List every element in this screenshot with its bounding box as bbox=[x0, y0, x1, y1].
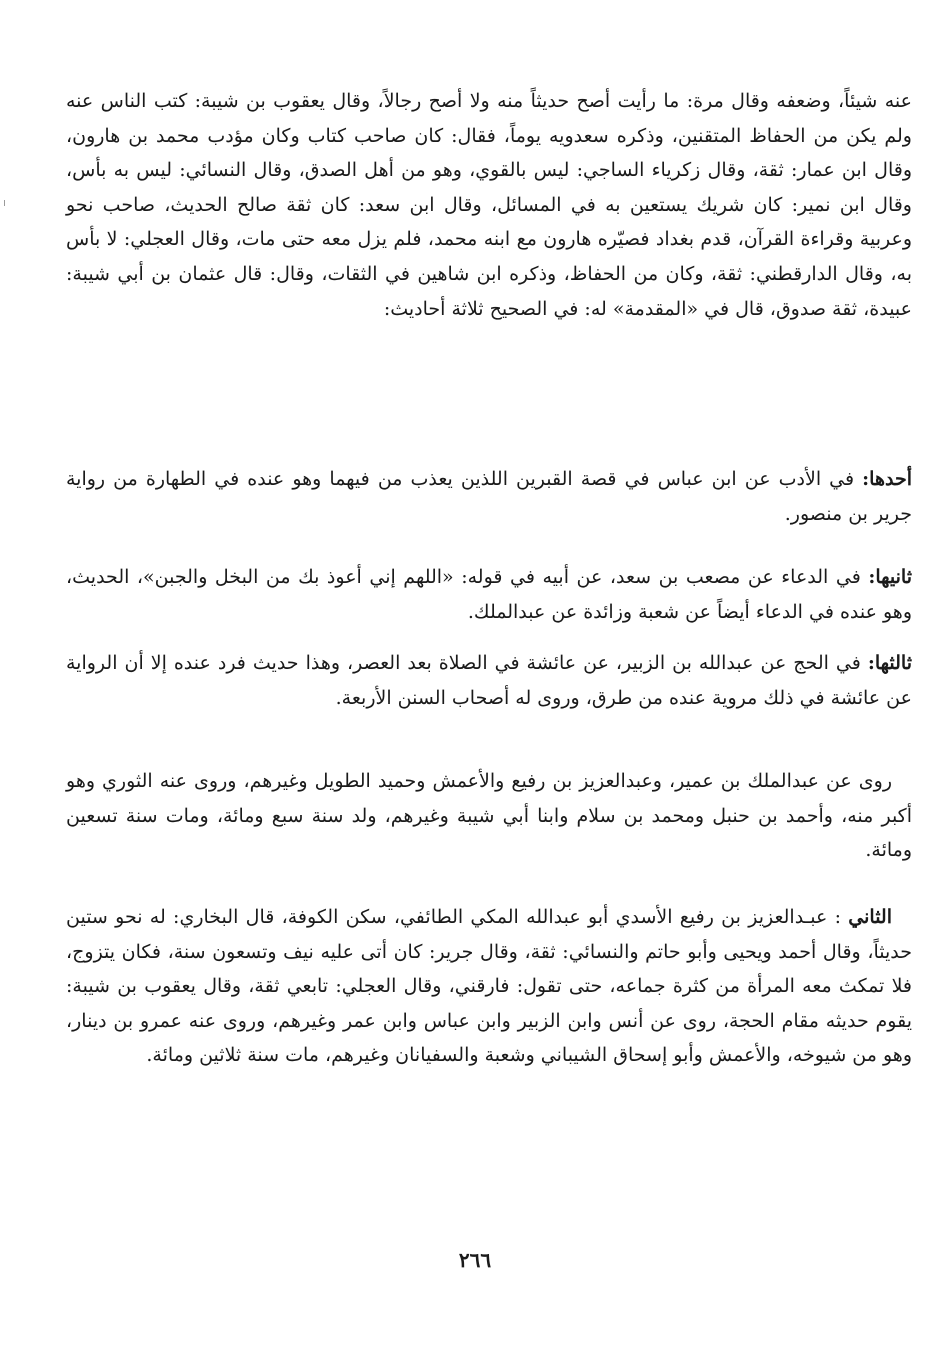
paragraph-text: روى عن عبدالملك بن عمير، وعبدالعزيز بن رفيع والأعمش وحميد الطويل وغيرهم، وروى عنه الثوري وهو أكبر منه، وأحمد بن حنبل ومحمد بن سلام وابنا أبي شيبة وغيرهم، ولد سنة سبع ومائة، ومات سنة تسعين ومائة. bbox=[66, 770, 912, 862]
paragraph-first-hadith bbox=[66, 462, 912, 531]
paragraph-third-hadith bbox=[66, 646, 912, 715]
paragraph-text: في الأدب عن ابن عباس في قصة القبرين اللذين يعذب من فيهما وهو عنده في الطهارة من رواية جرير بن منصور. bbox=[66, 468, 912, 525]
paragraph-lead-word: الثاني bbox=[848, 906, 892, 928]
paragraph-lead-word: ثالثها: bbox=[867, 652, 912, 674]
paragraph-lead-word: ثانيها: bbox=[868, 566, 912, 588]
paragraph-narrators bbox=[66, 764, 912, 868]
paragraph-ubaydah-assessments bbox=[66, 84, 912, 326]
page-number: ٢٦٦ bbox=[458, 1248, 492, 1272]
paragraph-text: في الدعاء عن مصعب بن سعد، عن أبيه في قوله: «اللهم إني أعوذ بك من البخل والجبن»، الحديث، وهو عنده في الدعاء أيضاً عن شعبة وزائدة عن عبدالملك. bbox=[66, 566, 912, 623]
scan-edge-mark bbox=[4, 200, 5, 206]
paragraph-text: : عبـدالعزيز بن رفيع الأسدي أبو عبدالله المكي الطائفي، سكن الكوفة، قال البخاري: له نحو ستين حديثاً، وقال أحمد ويحيى وأبو حاتم والنسائي: ثقة، وقال جرير: كان أتى عليه نيف وتسعون سنة، فكان يتزوج، فلا تمكث معه المرأة من كثرة جماعه، حتى تقول: فارقني، وقال العجلي: تابعي ثقة، وقال يعقوب بن شيبة: يقوم حديثه مقام الحجة، روى عن أنس وابن الزبير وابن عباس وابن عمر وغيرهم، وروى عنه عمرو بن دينار، وهو من شيوخه، والأعمش وأبو إسحاق الشيباني وشعبة والسفيانان وغيرهم، مات سنة ثلاثين ومائة. bbox=[66, 906, 912, 1067]
paragraph-lead-word: أحدها: bbox=[862, 468, 912, 490]
paragraph-second-hadith bbox=[66, 560, 912, 629]
paragraph-text: عنه شيئاً، وضعفه وقال مرة: ما رأيت أصح حديثاً منه ولا أصح رجالاً، وقال يعقوب بن شيبة: كتب الناس عنه ولم يكن من الحفاظ المتقنين، وذكره سعدويه يوماً، فقال: كان صاحب كتاب وكان مؤدب محمد بن هارون، وقال ابن عمار: ثقة، وقال زكرياء الساجي: ليس بالقوي، وهو من أهل الصدق، وقال النسائي: ليس به بأس، وقال ابن نمير: كان شريك يستعين به في المسائل، وقال ابن سعد: كان ثقة صالح الحديث، صاحب نحو وعربية وقراءة القرآن، قدم بغداد فصيّره هارون مع ابنه محمد، فلم يزل معه حتى مات، وقال العجلي: لا بأس به، وقال الدارقطني: ثقة، وكان من الحفاظ، وذكره ابن شاهين في الثقات، وقال: قال عثمان بن أبي شيبة: عبيدة، ثقة صدوق، قال في «المقدمة» له: في الصحيح ثلاثة أحاديث: bbox=[66, 90, 912, 320]
paragraph-second-narrator bbox=[66, 900, 912, 1073]
paragraph-text: في الحج عن عبدالله بن الزبير، عن عائشة في الصلاة بعد العصر، وهذا حديث فرد عنده إلا أن الرواية عن عائشة في ذلك مروية عنده من طرق، وروى له أصحاب السنن الأربعة. bbox=[66, 652, 912, 709]
